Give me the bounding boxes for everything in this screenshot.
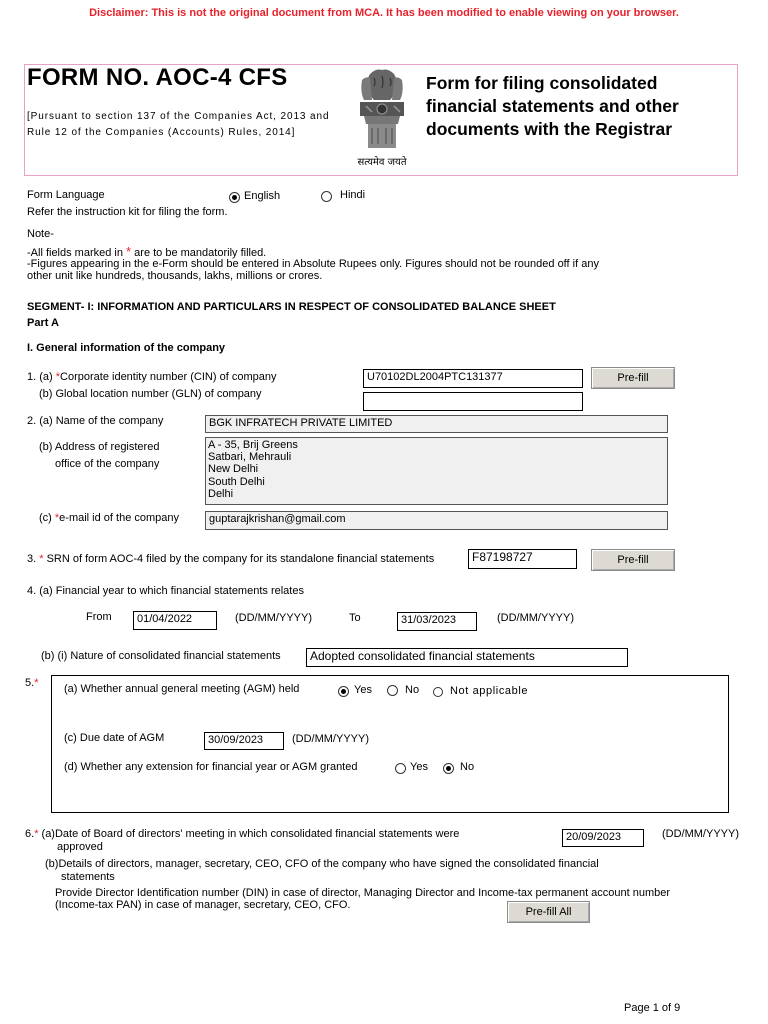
form-title-line-3: documents with the Registrar [426, 119, 673, 139]
page-number: Page 1 of 9 [624, 1002, 681, 1014]
board-meeting-label-line-2: approved [57, 841, 103, 853]
prefill-srn-button[interactable]: Pre-fill [591, 549, 675, 571]
mandatory-star: * [34, 828, 39, 840]
agm-held-label: (a) Whether annual general meeting (AGM) held [64, 683, 300, 695]
form-language-label: Form Language [27, 189, 105, 201]
email-label-text: e-mail id of the company [59, 512, 180, 524]
agm-held-na-label: Not applicable [450, 685, 529, 697]
pursuant-line-2: Rule 12 of the Companies (Accounts) Rules, 2014] [27, 127, 296, 138]
section-title: I. General information of the company [27, 342, 226, 354]
srn-field[interactable]: F87198727 [468, 549, 577, 569]
email-prefix: (c) [39, 512, 52, 524]
due-date-label: (c) Due date of AGM [64, 732, 165, 744]
to-date-field[interactable]: 31/03/2023 [397, 612, 477, 631]
from-date-format: (DD/MM/YYYY) [235, 612, 312, 624]
nature-label: (b) (i) Nature of consolidated financial statements [41, 650, 281, 662]
language-english-radio[interactable] [229, 192, 240, 203]
form-title [426, 72, 736, 141]
q5-number: 5. [25, 677, 35, 689]
q5-prefix [25, 677, 38, 690]
language-english-label: English [244, 190, 281, 202]
gln-label: (b) Global location number (GLN) of company [39, 388, 262, 400]
agm-held-no-radio[interactable] [387, 685, 398, 696]
company-name-label: 2. (a) Name of the company [27, 415, 164, 427]
address-line: Satbari, Mehrauli [208, 451, 292, 464]
agm-held-na-radio[interactable] [433, 687, 443, 697]
signatories-label-line-2: statements [61, 871, 115, 883]
email-field[interactable]: guptarajkrishan@gmail.com [205, 511, 668, 530]
from-label: From [86, 611, 112, 623]
due-date-format: (DD/MM/YYYY) [292, 733, 369, 745]
srn-label [27, 553, 434, 566]
to-label: To [349, 612, 361, 624]
emblem-motto: सत्यमेव जयते [357, 157, 407, 168]
mandatory-star: * [126, 244, 132, 259]
note-title: Note- [27, 228, 54, 240]
form-title-line-2: financial statements and other [426, 96, 679, 116]
pursuant-line-1: [Pursuant to section 137 of the Companies Act, 2013 and [27, 111, 330, 122]
address-label-line-1: (b) Address of registered [39, 441, 160, 453]
extension-no-radio[interactable] [443, 763, 454, 774]
board-meeting-date-field[interactable]: 20/09/2023 [562, 829, 644, 847]
address-line: South Delhi [208, 475, 265, 488]
prefill-cin-button[interactable]: Pre-fill [591, 367, 675, 389]
agm-held-yes-label: Yes [354, 684, 372, 696]
board-meeting-label-text: (a)Date of Board of directors' meeting in which consolidated financial statements were [41, 828, 460, 840]
signatories-label-line-1: (b)Details of directors, manager, secretary, CEO, CFO of the company who have signed the consolidated financial [45, 858, 599, 870]
to-date-format: (DD/MM/YYYY) [497, 612, 574, 624]
srn-prefix: 3. [27, 553, 37, 565]
email-label [39, 512, 179, 525]
note-line-3: other unit like hundreds, thousands, lakhs, millions or crores. [27, 270, 323, 282]
gln-field[interactable] [363, 392, 583, 411]
extension-label: (d) Whether any extension for financial year or AGM granted [64, 761, 358, 773]
language-hindi-radio[interactable] [321, 191, 332, 202]
pursuant-text [27, 109, 337, 141]
part-title: Part A [27, 317, 59, 329]
srn-label-text: SRN of form AOC-4 filed by the company for its standalone financial statements [46, 553, 435, 565]
company-name-field[interactable]: BGK INFRATECH PRIVATE LIMITED [205, 415, 668, 433]
din-instruction-line-1: Provide Director Identification number (DIN) in case of director, Managing Director and Income-tax permanent account number [55, 887, 671, 899]
due-date-field[interactable]: 30/09/2023 [204, 732, 284, 750]
form-title-line-1: Form for filing consolidated [426, 73, 658, 93]
address-line: Delhi [208, 487, 234, 500]
prefill-all-button[interactable]: Pre-fill All [507, 901, 590, 923]
note-line-1-end: are to be mandatorily filled. [134, 247, 267, 259]
agm-held-yes-radio[interactable] [338, 686, 349, 697]
extension-yes-label: Yes [410, 761, 428, 773]
board-meeting-date-format: (DD/MM/YYYY) [662, 828, 739, 840]
mandatory-star: * [54, 512, 60, 524]
language-hindi-label: Hindi [340, 189, 366, 201]
cin-prefix: 1. (a) [27, 371, 53, 383]
address-label-line-2: office of the company [55, 458, 160, 470]
q6-number: 6. [25, 828, 35, 840]
note-line-2: -Figures appearing in the e-Form should be entered in Absolute Rupees only. Figures should not be rounded off if any [27, 258, 599, 270]
disclaimer: Disclaimer: This is not the original document from MCA. It has been modified to enable viewing on your browser. [89, 7, 679, 19]
mandatory-star: * [34, 677, 39, 689]
address-field[interactable] [205, 437, 668, 505]
board-meeting-label [25, 828, 459, 841]
address-line: New Delhi [208, 463, 259, 476]
national-emblem-icon [348, 66, 416, 170]
instruction-text: Refer the instruction kit for filing the form. [27, 206, 228, 218]
segment-title: SEGMENT- I: INFORMATION AND PARTICULARS IN RESPECT OF CONSOLIDATED BALANCE SHEET [27, 301, 556, 313]
extension-yes-radio[interactable] [395, 763, 406, 774]
financial-year-label: 4. (a) Financial year to which financial statements relates [27, 585, 304, 597]
nature-field[interactable]: Adopted consolidated financial statements [306, 648, 628, 667]
address-line: A - 35, Brij Greens [208, 439, 298, 451]
note-line-1-start: -All fields marked in [27, 247, 123, 259]
extension-no-label: No [460, 761, 475, 773]
cin-label [27, 371, 276, 384]
din-instruction-line-2: (Income-tax PAN) in case of manager, secretary, CEO, CFO. [55, 899, 351, 911]
cin-label-text: Corporate identity number (CIN) of company [60, 371, 277, 383]
agm-held-no-label: No [405, 684, 420, 696]
cin-field[interactable]: U70102DL2004PTC131377 [363, 369, 583, 388]
from-date-field[interactable]: 01/04/2022 [133, 611, 217, 630]
mandatory-star: * [39, 553, 44, 565]
mandatory-star: * [55, 371, 61, 383]
form-number: FORM NO. AOC-4 CFS [27, 64, 288, 91]
